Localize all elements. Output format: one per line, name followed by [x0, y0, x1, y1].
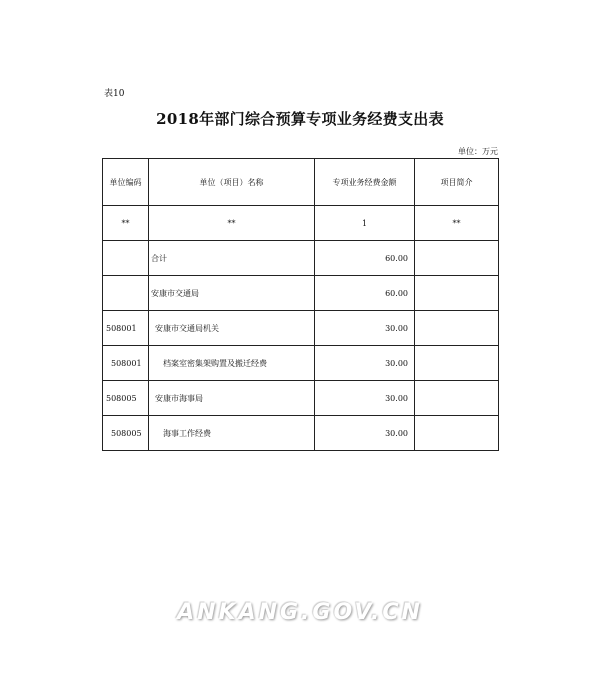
row-amount: 60.00 [315, 241, 415, 276]
page-title: 2018年部门综合预算专项业务经费支出表 [156, 110, 444, 128]
row-name: 合计 [149, 241, 315, 276]
index-intro: ** [415, 206, 499, 241]
unit-label: 单位：万元 [458, 147, 498, 156]
table-row [103, 416, 499, 451]
table-row [103, 311, 499, 346]
table-header-row [103, 159, 499, 206]
site-watermark: ANKANG.GOV.CN [177, 600, 423, 625]
row-intro [415, 381, 499, 416]
row-code: 508001 [103, 311, 149, 346]
row-name: 档案室密集架购置及搬迁经费 [149, 346, 315, 381]
budget-table [102, 158, 499, 451]
table-number: 表10 [104, 89, 125, 99]
table-index-row [103, 206, 499, 241]
table-row [103, 381, 499, 416]
row-code: 508001 [103, 346, 149, 381]
row-amount: 60.00 [315, 276, 415, 311]
header-amount: 专项业务经费金额 [315, 159, 415, 206]
row-intro [415, 416, 499, 451]
row-name: 安康市海事局 [149, 381, 315, 416]
header-intro: 项目简介 [415, 159, 499, 206]
row-code: 508005 [103, 416, 149, 451]
table-row [103, 346, 499, 381]
table-row [103, 276, 499, 311]
row-amount: 30.00 [315, 346, 415, 381]
row-name: 海事工作经费 [149, 416, 315, 451]
row-amount: 30.00 [315, 381, 415, 416]
row-name: 安康市交通局 [149, 276, 315, 311]
row-amount: 30.00 [315, 311, 415, 346]
index-code: ** [103, 206, 149, 241]
table-row [103, 241, 499, 276]
row-intro [415, 311, 499, 346]
row-intro [415, 346, 499, 381]
row-intro [415, 241, 499, 276]
row-code [103, 276, 149, 311]
row-amount: 30.00 [315, 416, 415, 451]
header-code: 单位编码 [103, 159, 149, 206]
row-code [103, 241, 149, 276]
index-amount: 1 [315, 206, 415, 241]
index-name: ** [149, 206, 315, 241]
row-name: 安康市交通局机关 [149, 311, 315, 346]
row-code: 508005 [103, 381, 149, 416]
header-name: 单位（项目）名称 [149, 159, 315, 206]
row-intro [415, 276, 499, 311]
